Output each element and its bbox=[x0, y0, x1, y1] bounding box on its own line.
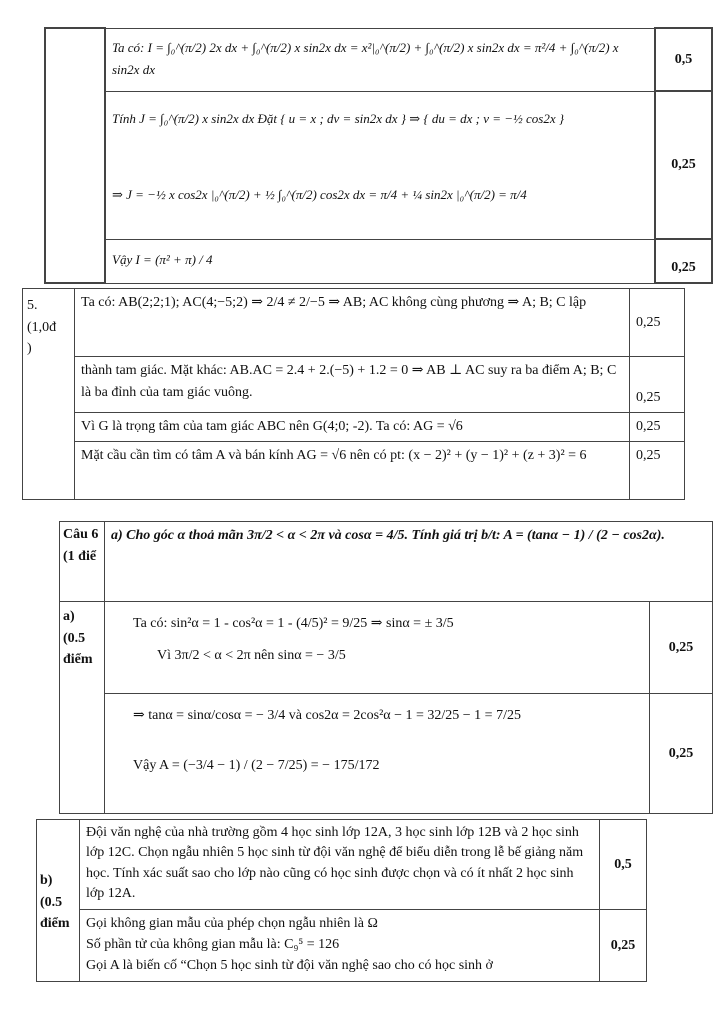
block3-a-label: a) (0.5 điểm bbox=[60, 602, 105, 814]
block2-r2-text: thành tam giác. Mặt khác: AB.AC = 2.4 + 2.(−5) + 1.2 = 0 ⇒ AB ⊥ AC suy ra ba điểm A; B; C là ba đỉnh của tam giác vuông. bbox=[81, 363, 617, 400]
block3-a2: Vì 3π/2 < α < 2π nên sinα = − 3/5 bbox=[157, 647, 346, 663]
block1-label-cell bbox=[45, 28, 105, 283]
block1-row3-text: Vậy I = (π² + π) / 4 bbox=[112, 252, 213, 268]
block3-a3: ⇒ tanα = sinα/cosα = − 3/4 và cos2α = 2cos²α − 1 = 32/25 − 1 = 7/25 bbox=[133, 708, 521, 723]
block2-table bbox=[22, 288, 685, 500]
block3-a1: Ta có: sin²α = 1 - cos²α = 1 - (4/5)² = 9/25 ⇒ sinα = ± 3/5 bbox=[133, 616, 454, 631]
block2-r1-text: Ta có: AB(2;2;1); AC(4;−5;2) ⇒ 2/4 ≠ 2/−5 ⇒ AB; AC không cùng phương ⇒ A; B; C lập bbox=[81, 295, 587, 310]
block1-row2a: Tính J = ∫₀^(π/2) x sin2x dx Đặt { u = x ; dv = sin2x dx } ⇒ { du = dx ; v = −½ cos2x } bbox=[112, 110, 565, 126]
block3-a4: Vậy A = (−3/4 − 1) / (2 − 7/25) = − 175/172 bbox=[133, 757, 380, 773]
block2-r4-score: 0,25 bbox=[630, 441, 685, 499]
block4-s-score: 0,25 bbox=[600, 910, 647, 982]
block1-row2 bbox=[105, 91, 655, 239]
block2-r1 bbox=[75, 289, 630, 357]
block3-a34-score: 0,25 bbox=[650, 694, 713, 814]
block1-row2-score: 0,25 bbox=[655, 91, 712, 239]
block1-row1 bbox=[105, 28, 655, 91]
block2-r2 bbox=[75, 357, 630, 413]
block2-r4-text: Mặt cầu cần tìm có tâm A và bán kính AG = √6 nên có pt: (x − 2)² + (y − 1)² + (z + 3)² = 6 bbox=[81, 447, 587, 463]
block2-r3 bbox=[75, 413, 630, 442]
block2-r3-text: Vì G là trọng tâm của tam giác ABC nên G(4;0; -2). Ta có: AG = √6 bbox=[81, 419, 463, 434]
block4-q bbox=[80, 820, 600, 910]
block1-row3-score: 0,25 bbox=[655, 239, 712, 283]
block3-a12 bbox=[105, 602, 650, 694]
block4-s2: Số phần tử của không gian mẫu là: C₉⁵ = 126 bbox=[86, 937, 340, 952]
block4-q-text: Đội văn nghệ của nhà trường gồm 4 học sinh lớp 12A, 3 học sinh lớp 12B và 2 học sinh lớp 12C. Chọn ngẫu nhiên 5 học sinh từ đội văn nghệ để biểu diễn trong lễ bế giảng năm học. Tính xác suất sao cho lớp nào cũng có học sinh được chọn và có ít nhất 2 học sinh lớp 12A. bbox=[86, 825, 584, 901]
block3-a12-score: 0,25 bbox=[650, 602, 713, 694]
block2-r3-score: 0,25 bbox=[630, 413, 685, 442]
block1-row1-text: Ta có: I = ∫₀^(π/2) 2x dx + ∫₀^(π/2) x sin2x dx = x²|₀^(π/2) + ∫₀^(π/2) x sin2x dx = π²/4 + ∫₀^(π/2) x sin2x dx bbox=[112, 39, 619, 77]
block3-question-text: a) Cho góc α thoả mãn 3π/2 < α < 2π và cosα = 4/5. Tính giá trị b/t: A = (tanα − 1) / (2 − cos2α). bbox=[111, 528, 665, 543]
block2-r1-score: 0,25 bbox=[630, 289, 685, 357]
block1-row1-score: 0,5 bbox=[655, 28, 712, 91]
block4-q-score: 0,5 bbox=[600, 820, 647, 910]
block4-s bbox=[80, 910, 600, 982]
block1-table bbox=[44, 27, 713, 284]
block3-table bbox=[59, 521, 713, 814]
block3-head-label: Câu 6 (1 điể bbox=[60, 522, 105, 602]
block4-b-label: b) (0.5 điểm bbox=[37, 820, 80, 982]
block4-s3: Gọi A là biến cố “Chọn 5 học sinh từ đội văn nghệ sao cho có học sinh ở bbox=[86, 958, 493, 973]
block2-r2-score: 0,25 bbox=[630, 357, 685, 413]
block4-s1: Gọi không gian mẫu của phép chọn ngẫu nhiên là Ω bbox=[86, 916, 378, 931]
block2-r4 bbox=[75, 441, 630, 499]
block1-row2b: ⇒ J = −½ x cos2x |₀^(π/2) + ½ ∫₀^(π/2) cos2x dx = π/4 + ¼ sin2x |₀^(π/2) = π/4 bbox=[112, 186, 527, 202]
block3-question bbox=[105, 522, 713, 602]
block4-table bbox=[36, 819, 647, 982]
block1-row3 bbox=[105, 239, 655, 283]
block2-label: 5. (1,0đ ) bbox=[23, 289, 75, 500]
block3-a34 bbox=[105, 694, 650, 814]
